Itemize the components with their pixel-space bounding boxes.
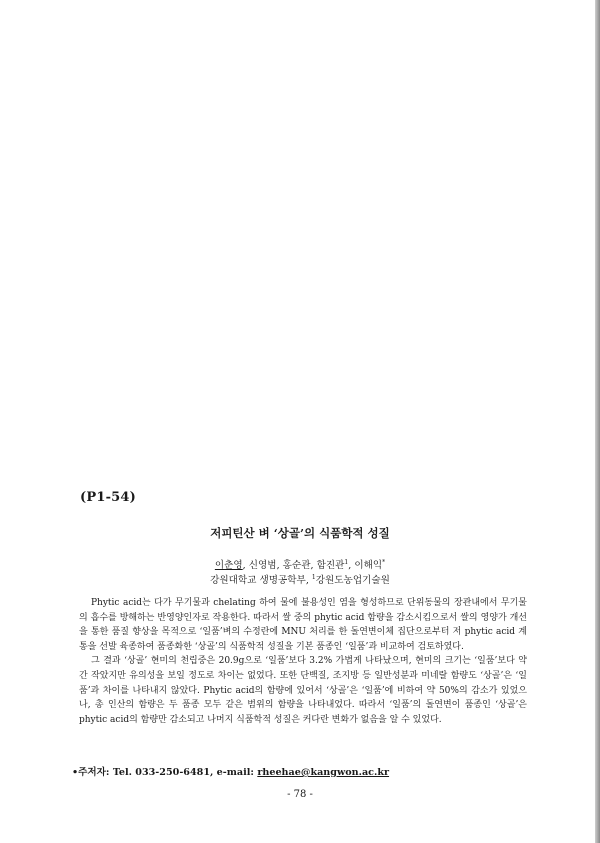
page-edge-shadow <box>595 0 600 843</box>
author-list <box>0 557 600 571</box>
poster-code: (P1-54) <box>80 490 137 505</box>
authors-part-a: , 신영범, 홍순관, 함진관 <box>242 560 345 571</box>
affiliation <box>0 572 600 586</box>
authors-part-b: , 이해익 <box>348 560 383 571</box>
abstract-body <box>79 596 527 727</box>
abstract-paragraph-1: Phytic acid는 다가 무기물과 chelating 하여 물에 불용성인 염을 형성하므로 단위동물의 장관내에서 무기물의 흡수를 방해하는 반영양인자로 작용한다. 따라서 쌀 중의 phytic acid 함량을 감소시킴으로서 쌀의 영양가 개선을 통한 품질 향상을 목적으로 ‘일품’벼의 수정란에 MNU 처리를 한 돌연변이체 집단으로부터 저 phytic acid 계통을 선발 육종하여 품종화한 ‘상골’의 식품학적 성질을 기본 품종인 ‘일품’과 비교하여 검토하였다. <box>79 598 527 652</box>
corresponding-contact <box>72 764 389 778</box>
page-number: - 78 - <box>287 789 313 800</box>
affiliation-main: 강원대학교 생명공학부, <box>210 575 312 586</box>
first-author: 이춘영 <box>214 560 243 571</box>
contact-email: rheehae@kangwon.ac.kr <box>257 767 390 778</box>
contact-label: •주저자: Tel. 033-250-6481, e-mail: <box>72 767 258 778</box>
affiliation-second: 강원도농업기술원 <box>315 575 390 586</box>
paper-title: 저피틴산 벼 ‘상골’의 식품학적 성질 <box>210 526 390 540</box>
affiliation-mark: 1 <box>311 573 316 581</box>
author-affil-mark: 1 <box>344 558 349 566</box>
corresponding-mark: * <box>382 558 386 566</box>
abstract-paragraph-2: 그 결과 ‘상골’ 현미의 천립중은 20.9g으로 ‘일품’보다 3.2% 가볍게 나타났으며, 현미의 크기는 ‘일품’보다 약간 작았지만 유의성을 보일 정도로 차이는 없었다. 또한 단백질, 조지방 등 일반성분과 미네랄 함량도 ‘상골’은 ‘일품’과 차이를 나타내지 않았다. Phytic acid의 함량에 있어서 ‘상골’은 ‘일품’에 비하여 약 50%의 감소가 있었으나, 총 인산의 함량은 두 품종 모두 같은 범위의 함량을 나타내었다. 따라서 ‘일품’의 돌연변이 품종인 ‘상골’은 phytic acid의 함량만 감소되고 나머지 식품학적 성질은 커다란 변화가 없음을 알 수 있었다. <box>79 656 527 725</box>
